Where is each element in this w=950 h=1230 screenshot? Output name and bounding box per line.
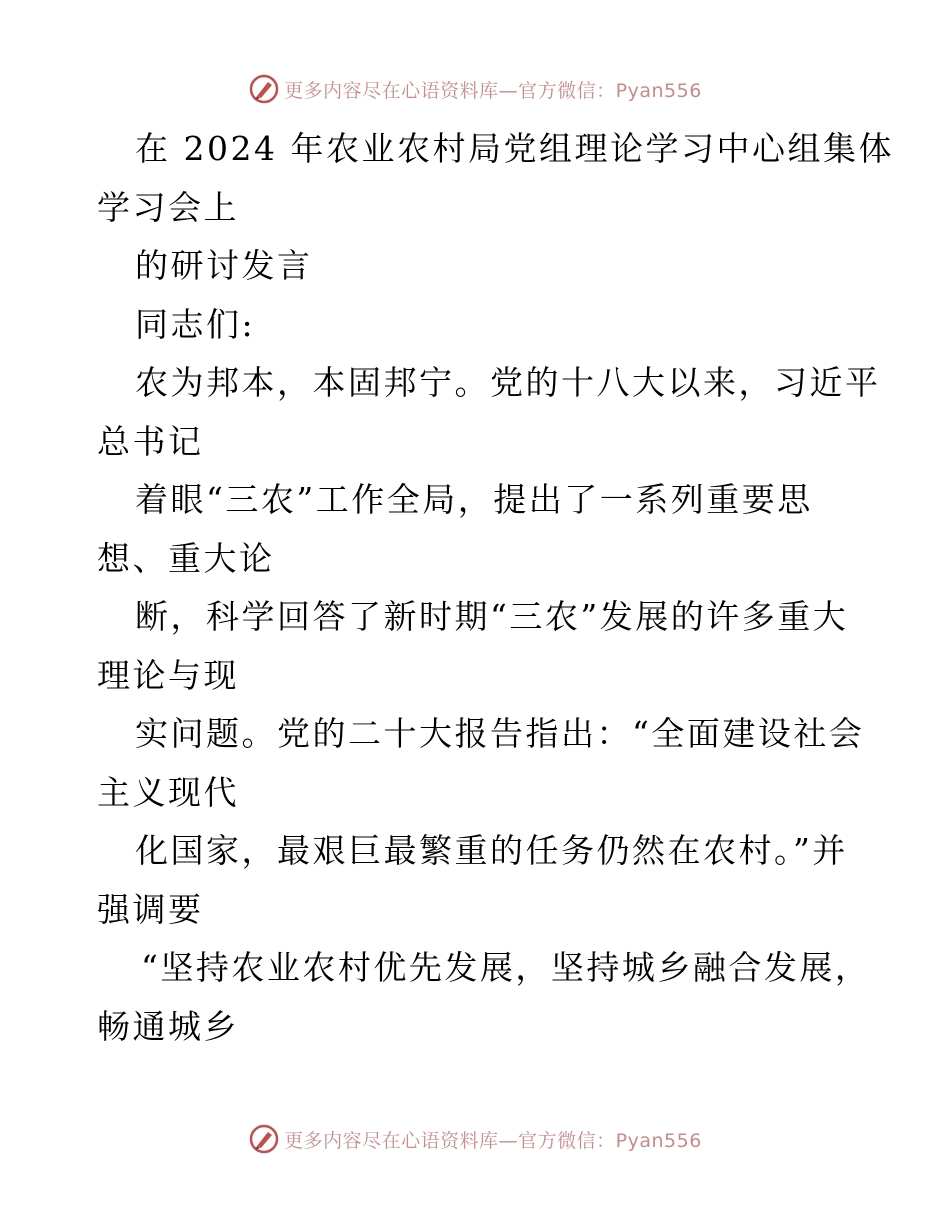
body-line: 断，科学回答了新时期“三农”发展的许多重大 [135,597,849,636]
body-line: 畅通城乡 [97,1006,239,1046]
body-line: 强调要 [97,889,204,929]
body-line: 农为邦本，本固邦宁。党的十八大以来，习近平 [135,363,881,402]
body-line: 的研讨发言 [135,246,313,285]
body-line: 总书记 [97,421,204,461]
body-line: 同志们: [135,304,256,344]
body-line: 着眼“三农”工作全局，提出了一系列重要思 [135,480,813,519]
pen-seal-icon [248,73,280,105]
footer-watermark-text: 更多内容尽在心语资料库—官方微信：Pyan556 [284,1129,702,1152]
pen-seal-icon [248,1123,280,1155]
body-line: 想、重大论 [97,538,275,578]
header-watermark [0,72,950,106]
body-line: 学习会上 [97,187,239,227]
header-watermark-text: 更多内容尽在心语资料库—官方微信：Pyan556 [284,79,702,102]
body-line: 实问题。党的二十大报告指出：“全面建设社会 [135,714,865,753]
body-line: 主义现代 [97,772,239,812]
body-line: 化国家，最艰巨最繁重的任务仍然在农村。”并 [135,831,848,870]
body-line: 理论与现 [97,655,239,695]
document-body [97,120,894,1056]
body-line: 在 2024 年农业农村局党组理论学习中心组集体 [135,129,894,168]
footer-watermark [0,1122,950,1156]
body-line: “坚持农业农村优先发展，坚持城乡融合发展， [141,948,871,987]
